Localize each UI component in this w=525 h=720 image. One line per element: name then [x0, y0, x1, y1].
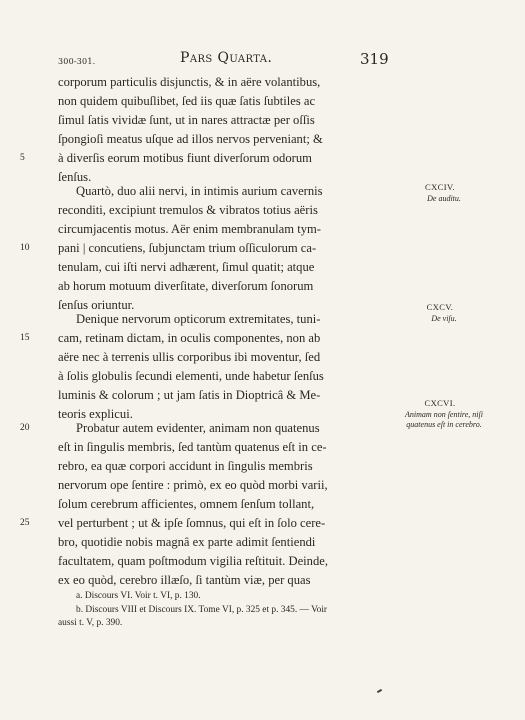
text-line: ex eo quòd, cerebro illæſo, ſi tantùm viæ, per quas [58, 573, 311, 587]
text-line: rebro, ea quæ corpori accidunt in ſingulis membris [58, 459, 313, 473]
text-line: pani | concutiens, ſubjunctam trium oſſiculorum ca- [58, 241, 317, 255]
margin-note-number: CXCVI. [424, 398, 456, 408]
text-line: ſolum cerebrum afficientes, omnem ſenſum tollant, [58, 497, 315, 511]
margin-note-text: De auditu. [427, 194, 461, 203]
text-line: ſimul ſatis vividæ ſunt, ut in nares attractæ per oſſis [58, 113, 315, 127]
text-line: circumjacentis motus. Aër enim membranulam tym- [58, 222, 321, 236]
footnote: b. Discours VIII et Discours IX. Tome VI, p. 325 et p. 345. — Voir [76, 605, 328, 615]
header-page-range: 300-301. [58, 57, 96, 66]
margin-note-text: De viſu. [431, 314, 457, 323]
text-line: nervorum ope ſentire : primò, ex eo quòd morbi varii, [58, 478, 328, 492]
margin-note-text: Animam non ſentire, niſi quatenus eſt in cerebro. [405, 410, 483, 429]
text-line: ſpongioſi meatus uſque ad illos nervos perveniant; & [58, 132, 323, 146]
text-line: ſenſus oriuntur. [58, 298, 135, 312]
running-title: Pars Quarta. [180, 50, 273, 66]
line-number: 15 [20, 333, 30, 343]
text-line: Denique nervorum opticorum extremitates, tuni- [76, 312, 321, 326]
line-number: 10 [20, 243, 30, 253]
text-line: bro, quotidie nobis magnâ ex parte adimit ſentiendi [58, 535, 316, 549]
text-line: teoris explicui. [58, 407, 133, 421]
line-number: 25 [20, 518, 30, 528]
line-number: 20 [20, 423, 30, 433]
page-number: 319 [360, 50, 389, 68]
text-line: corporum particulis disjunctis, & in aëre volantibus, [58, 75, 321, 89]
footnote-continued: aussi t. V, p. 390. [58, 618, 123, 628]
text-line: à diverſis eorum motibus fiunt diverſorum odorum [58, 151, 312, 165]
text-line: tenulam, cui iſti nervi adhærent, ſimul quatit; atque [58, 260, 315, 274]
text-line: aëre nec à terrenis ullis corporibus ibi moventur, ſed [58, 350, 321, 364]
margin-note-number: CXCV. [426, 302, 454, 312]
text-line: ab horum motuum diverſitate, diverſorum ſonorum [58, 279, 314, 293]
footnote: a. Discours VI. Voir t. VI, p. 130. [76, 591, 201, 601]
text-line: cam, retinam dictam, in oculis componentes, non ab [58, 331, 321, 345]
text-line: ſenſus. [58, 170, 92, 184]
text-line: reconditi, excipiunt tremulos & vibratos totius aëris [58, 203, 318, 217]
line-number: 5 [20, 153, 25, 163]
text-line: luminis & colorum ; ut jam ſatis in Dioptricâ & Me- [58, 388, 321, 402]
text-line: vel perturbent ; ut & ipſe ſomnus, qui eſt in ſolo cere- [58, 516, 326, 530]
margin-note-number: CXCIV. [425, 182, 455, 192]
print-mark [377, 689, 382, 693]
text-line: Probatur autem evidenter, animam non quatenus [76, 421, 320, 435]
text-line: à ſolis globulis ſecundi elementi, unde habetur ſenſus [58, 369, 324, 383]
text-line: non quidem quibuſlibet, ſed iis quæ ſatis ſubtiles ac [58, 94, 316, 108]
text-line: facultatem, quam poſtmodum vigilia reſtituit. Deinde, [58, 554, 329, 568]
text-line: Quartò, duo alii nervi, in intimis aurium cavernis [76, 184, 323, 198]
text-line: eſt in ſingulis membris, ſed tantùm quatenus eſt in ce- [58, 440, 327, 454]
